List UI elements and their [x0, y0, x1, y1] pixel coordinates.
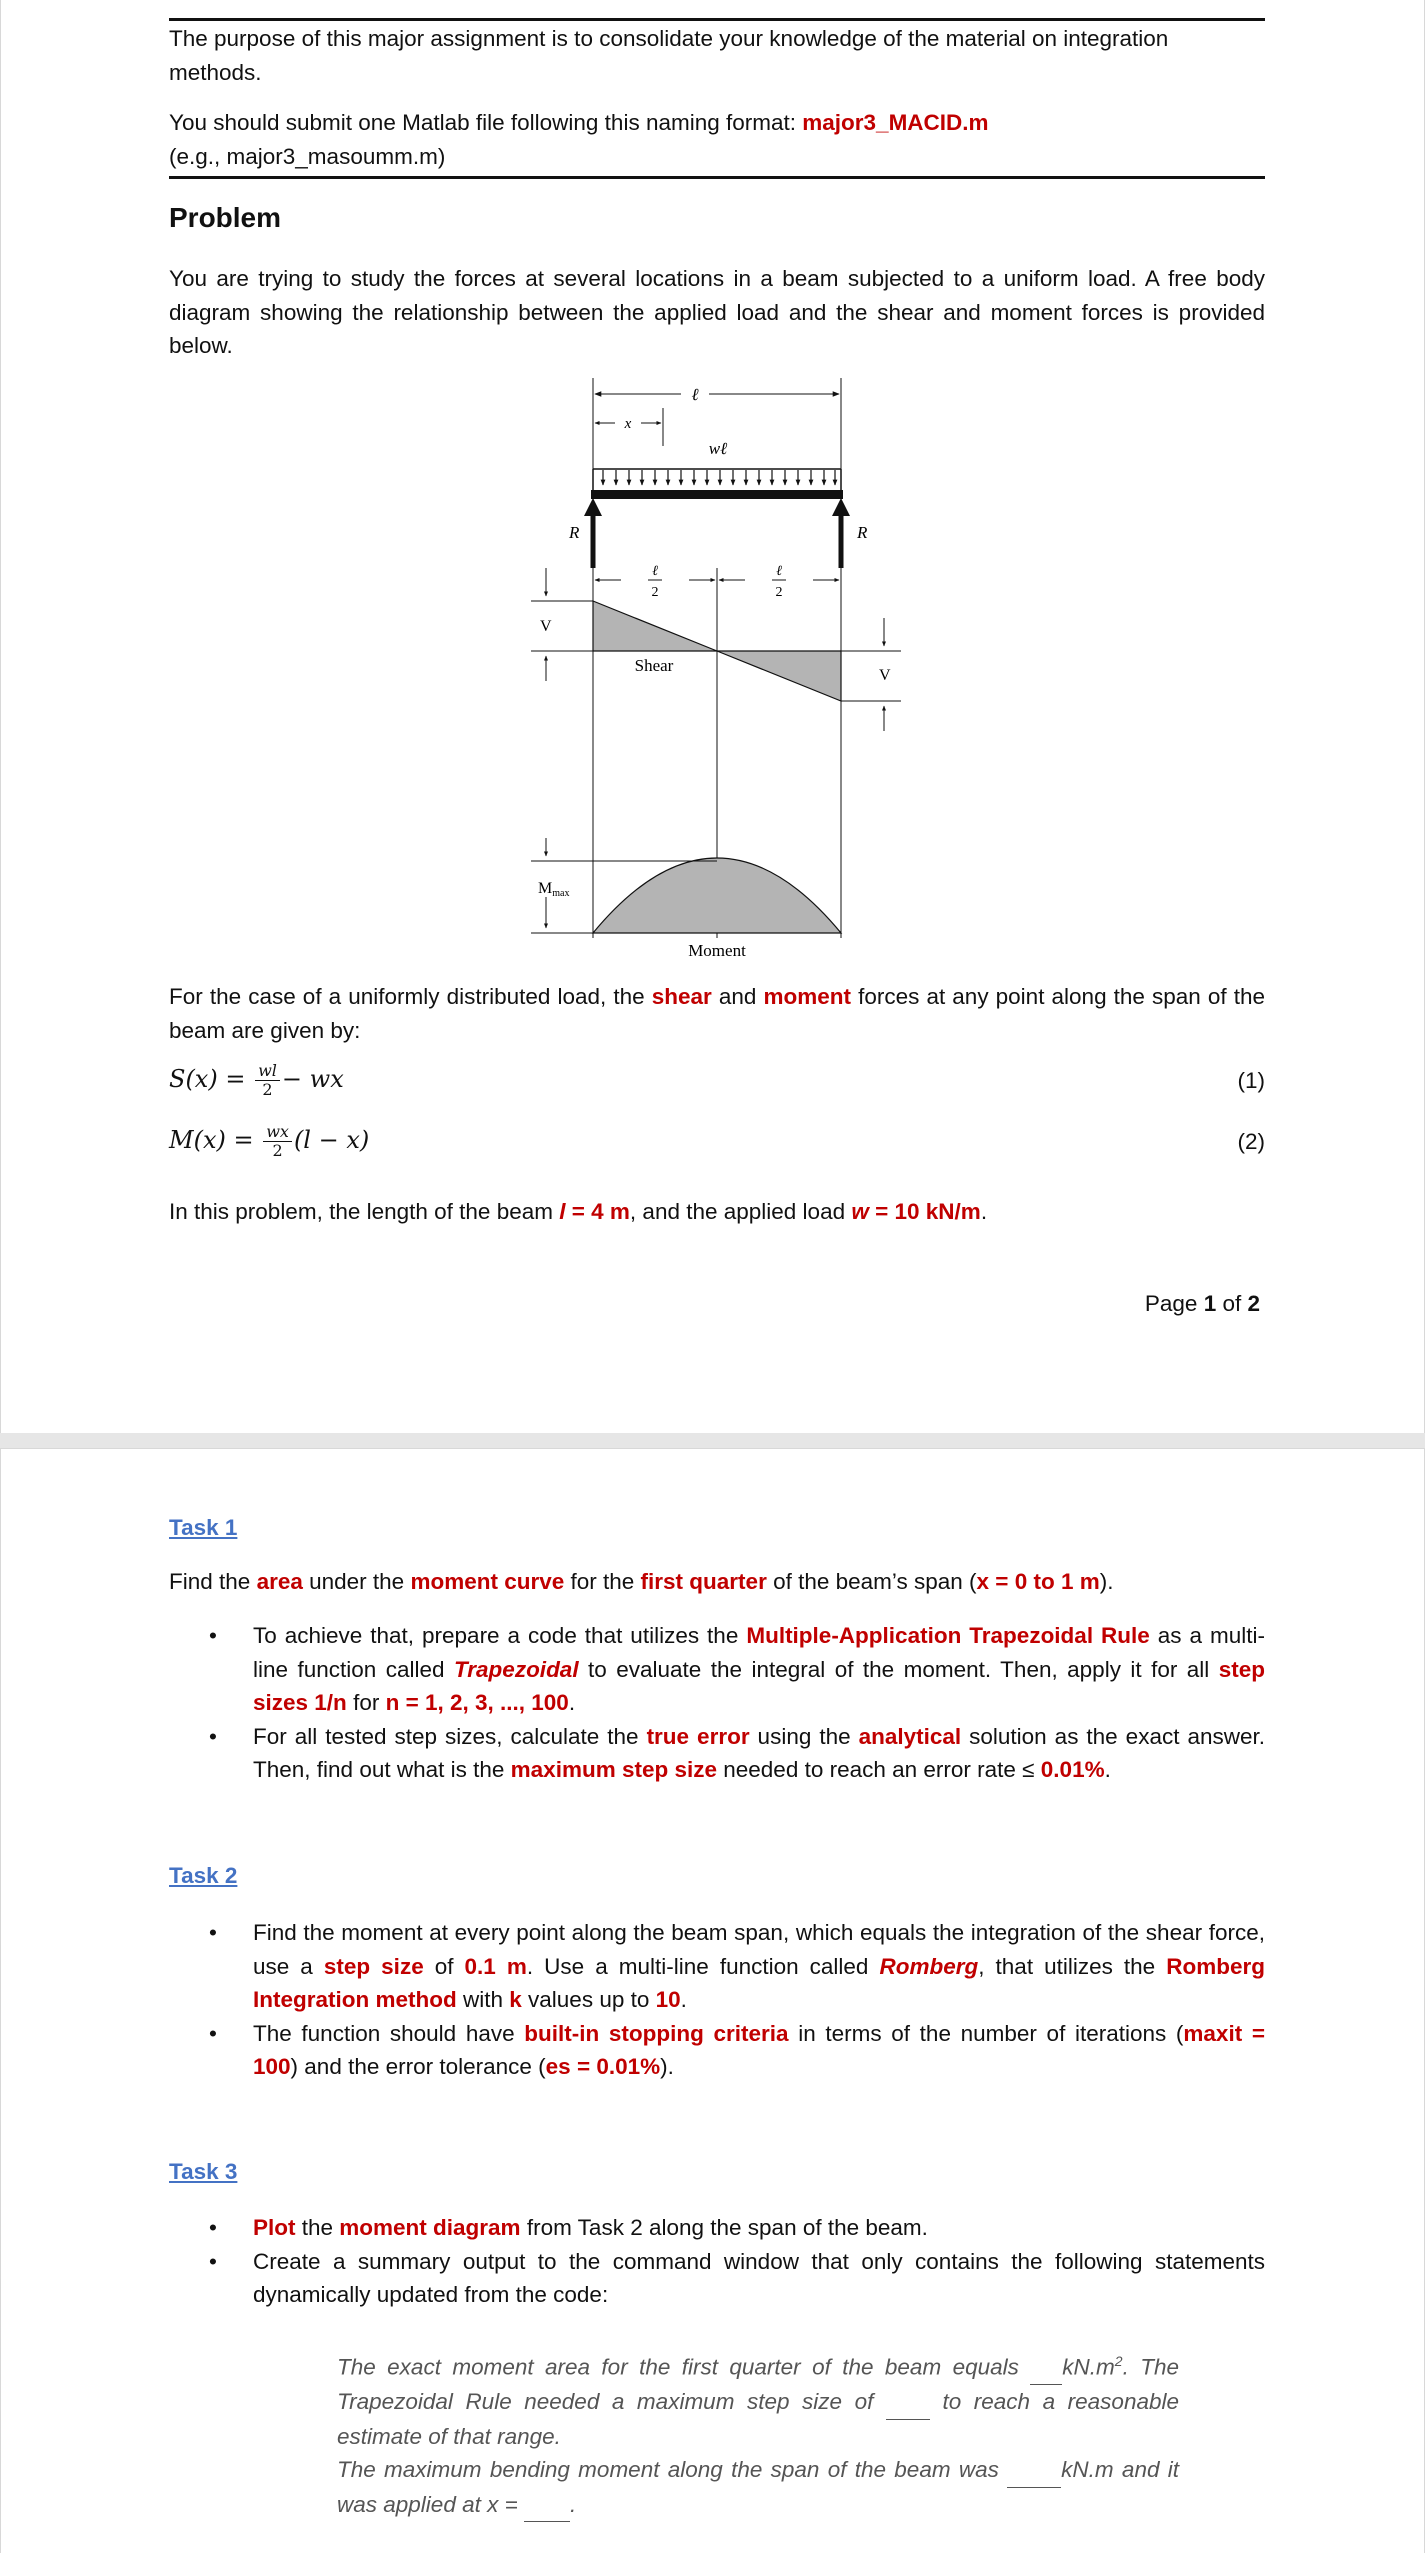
equation-2-number: (2): [1237, 1129, 1265, 1154]
intro-submit: You should submit one Matlab file following this naming format: major3_MACID.m (e.g., major3_masoumm.m): [169, 110, 989, 169]
task-3-bullet-summary: • Create a summary output to the command window that only contains the following statements dynamically updated from the code:: [209, 2248, 1265, 2307]
submit-format: major3_MACID.m: [802, 110, 989, 135]
equation-shear: S(x) = $\frac{wl}{2}$ − wx (1): [169, 1061, 1265, 1099]
problem-parameters: In this problem, the length of the beam l = 4 m, and the applied load w = 10 kN/m.: [169, 1199, 988, 1224]
problem-heading: Problem: [169, 202, 282, 233]
reaction-right-label: R: [857, 523, 868, 542]
task-3-bullets: [169, 2211, 1265, 2312]
task-2-title: Task 2: [169, 1863, 238, 1888]
half-span-right-num: ℓ: [776, 564, 782, 579]
load-label: wℓ: [708, 439, 728, 458]
task-1-bullet-trapezoidal: • To achieve that, prepare a code that utilizes the Multiple-Application Trapezoidal Rule as a multi-line function called Trapezoidal to evaluate the integral of the moment. Then, apply it for all step sizes 1/n for n = 1, 2, 3, ..., 100.: [209, 1623, 1266, 1715]
task-3-bullet-plot: • Plot the moment diagram from Task 2 along the span of the beam.: [209, 2215, 928, 2240]
equation-moment: M(x) = $\frac{wx}{2}$ (l − x) (2): [169, 1122, 1265, 1160]
submit-example: (e.g., major3_masoumm.m): [169, 143, 446, 169]
reaction-left-label: R: [569, 523, 580, 542]
task-1-title: Task 1: [169, 1515, 238, 1540]
task-2-bullet-stopping: • The function should have built-in stopping criteria in terms of the number of iterations (maxit = 100) and the error tolerance (es = 0.01%).: [209, 2020, 1265, 2079]
summary-statement: The exact moment area for the first quarter of the beam equals $kN.m^2$. The Trapezoidal Rule needed a maximum step size of to reach a reasonable estimate of that range. The maximum bending moment along the span of the beam was kN.m and it was applied at x = .: [337, 2345, 1179, 2522]
page-number: Page 1 of 2: [1144, 1291, 1260, 1316]
intro-purpose: The purpose of this major assignment is to consolidate your knowledge of the material on integration methods.: [169, 26, 1169, 85]
shear-title: Shear: [634, 656, 674, 675]
beam: [591, 490, 843, 499]
task-1-bullets: [169, 1619, 1265, 1787]
distributed-load: [593, 469, 841, 490]
shear-v-right: V: [879, 667, 891, 684]
span-label: ℓ: [691, 385, 699, 404]
task-1-bullet-error: • For all tested step sizes, calculate the true error using the analytical solution as the exact answer. Then, find out what is the maximum step size needed to reach an error rate ≤ 0.01%.: [209, 1723, 1265, 1782]
top-rule: [169, 18, 1265, 21]
task-3-title: Task 3: [169, 2159, 238, 2184]
case-text: For the case of a uniformly distributed load, the shear and moment forces at any point along the span of the beam are given by:: [169, 984, 1266, 1043]
half-span-left-num: ℓ: [652, 564, 658, 579]
moment-title: Moment: [688, 941, 746, 960]
beam-diagram: [521, 378, 921, 966]
moment-diagram: [531, 838, 841, 933]
problem-description: You are trying to study the forces at several locations in a beam subjected to a uniform load. A free body diagram showing the relationship between the applied load and the shear and moment forces is provided below.: [169, 266, 1265, 358]
reaction-arrows: [584, 498, 850, 568]
moment-max-label: Mmax: [538, 880, 570, 899]
equation-1-number: (1): [1237, 1068, 1265, 1093]
task-2-bullet-romberg: • Find the moment at every point along the beam span, which equals the integration of the shear force, use a step size of 0.1 m. Use a multi-line function called Romberg, that utilizes the Romberg Integration method with k values up to 10.: [209, 1920, 1265, 2012]
page-2: [0, 1448, 1425, 2553]
intro-rule: [169, 176, 1265, 179]
shear-diagram: [531, 568, 901, 731]
x-label: x: [624, 416, 632, 432]
shear-v-left: V: [540, 618, 552, 635]
task-2-bullets: [169, 1916, 1265, 2084]
half-span-left-den: 2: [651, 585, 659, 600]
half-span-right-den: 2: [775, 585, 783, 600]
task-1-intro: Find the area under the moment curve for the first quarter of the beam’s span (x = 0 to 1 m).: [169, 1569, 1114, 1594]
